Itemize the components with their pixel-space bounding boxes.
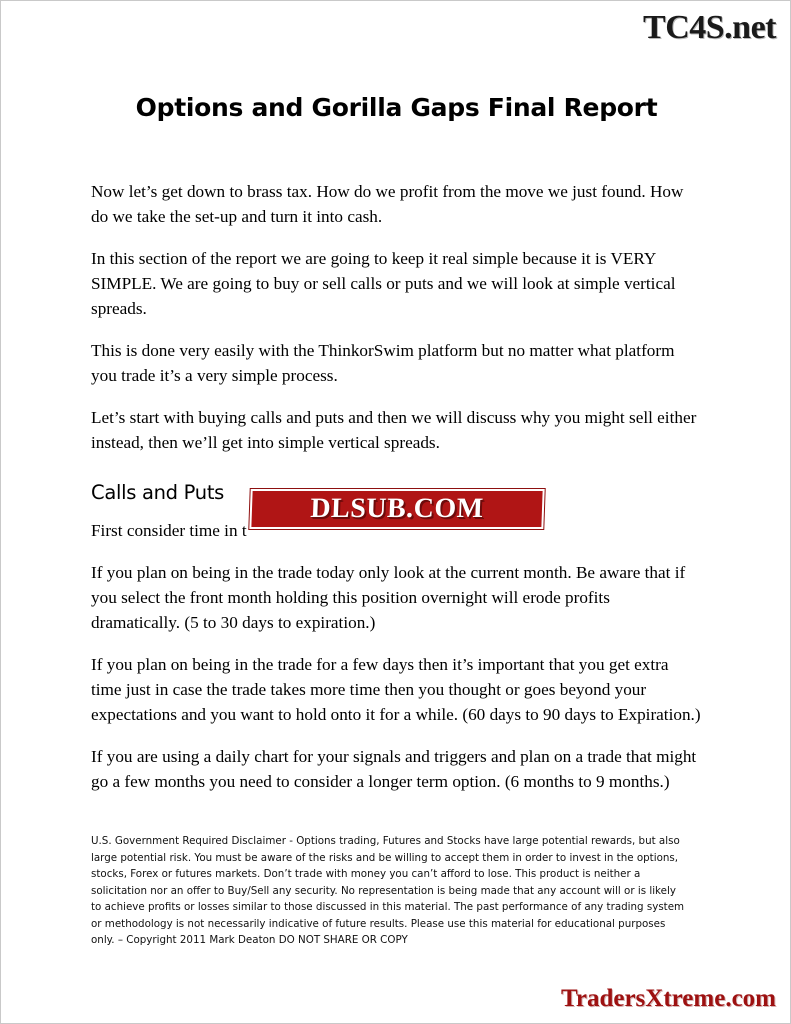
paragraph-6: If you plan on being in the trade today only look at the current month. Be aware that if you select the front month holding this position overnight will erode profits dramatically. (5 to 30 days to expiration.) xyxy=(91,563,686,632)
paragraph-8: If you are using a daily chart for your signals and triggers and plan on a trade that might go a few months you need to consider a longer term option. (6 months to 9 months.) xyxy=(91,747,697,791)
paragraph-5: First consider time in t xyxy=(91,521,247,540)
watermark-label: DLSUB.COM xyxy=(309,493,485,524)
brand-logo-top: TC4S.net xyxy=(643,9,776,46)
paragraph-2: In this section of the report we are going to keep it real simple because it is VERY SIMPLE. We are going to buy or sell calls or puts and we will look at simple vertical spreads. xyxy=(91,249,676,318)
paragraph-7: If you plan on being in the trade for a few days then it’s important that you get extra time just in case the trade takes more time then you thought or goes beyond your expectations and you want to hold onto it for a while. (60 days to 90 days to Expiration.) xyxy=(91,655,701,724)
paragraph-4: Let’s start with buying calls and puts and then we will discuss why you might sell either instead, then we’ll get into simple vertical spreads. xyxy=(91,408,697,452)
legal-disclaimer: U.S. Government Required Disclaimer - Options trading, Futures and Stocks have large potential rewards, but also large potential risk. You must be aware of the risks and be willing to accept them in order to invest in the options, stocks, Forex or futures markets. Don’t trade with money you can’t afford to lose. This product is neither a solicitation nor an offer to Buy/Sell any security. No representation is being made that any account will or is likely to achieve profits or losses similar to those discussed in this material. The past performance of any trading system or methodology is not necessarily indicative of future results. Please use this material for educational purposes only. – Copyright 2011 Mark Deaton DO NOT SHARE OR COPY xyxy=(91,835,685,946)
page-title: Options and Gorilla Gaps Final Report xyxy=(135,93,658,122)
brand-logo-bottom: TradersXtreme.com xyxy=(561,985,776,1012)
section-heading-calls-and-puts: Calls and Puts xyxy=(91,481,225,504)
paragraph-3: This is done very easily with the ThinkorSwim platform but no matter what platform you trade it’s a very simple process. xyxy=(91,341,675,385)
watermark-dlsub xyxy=(249,489,544,529)
paragraph-1: Now let’s get down to brass tax. How do we profit from the move we just found. How do we take the set-up and turn it into cash. xyxy=(91,182,684,226)
